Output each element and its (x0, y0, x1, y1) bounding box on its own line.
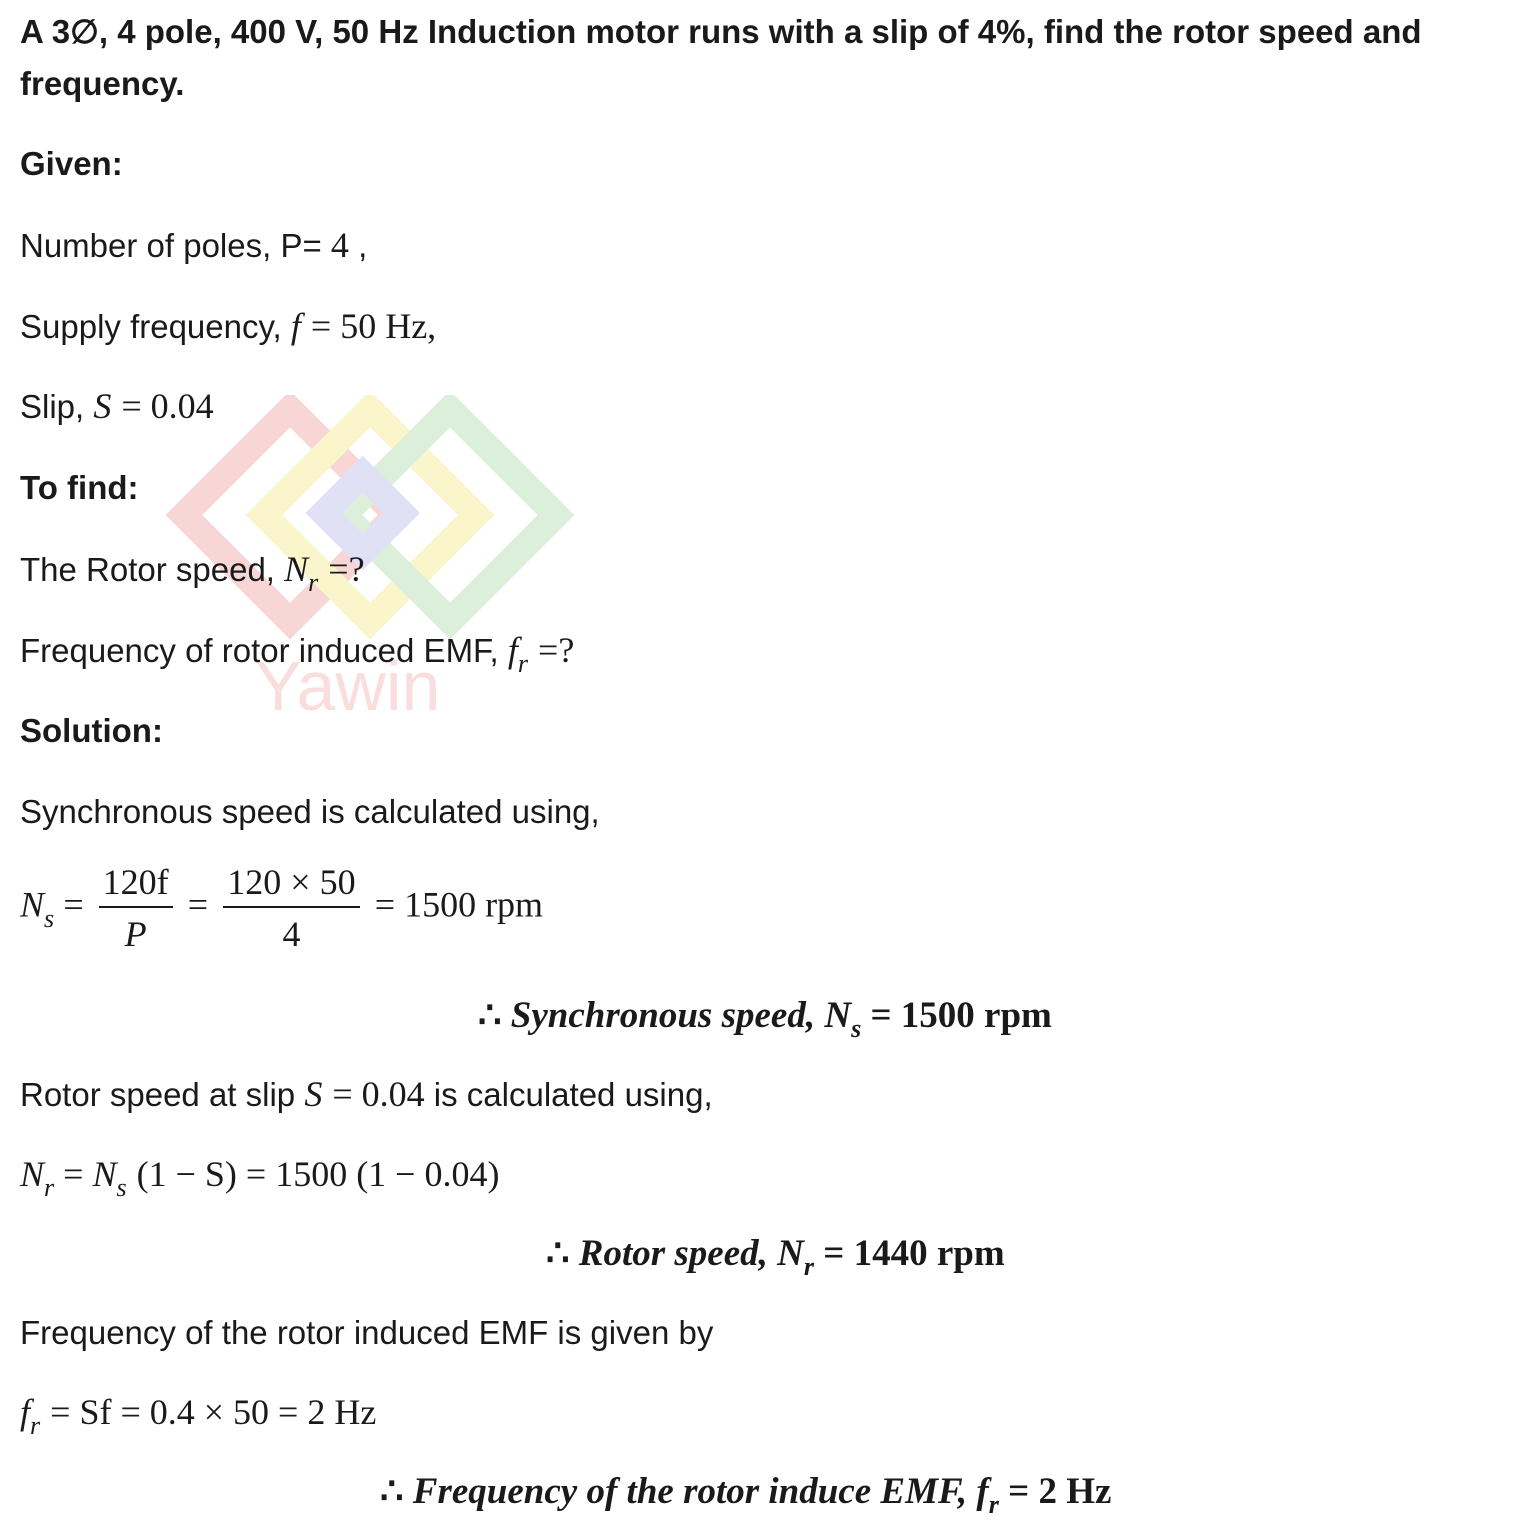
given-slip: Slip, S = 0.04 (20, 386, 214, 426)
given-frequency: Supply frequency, f = 50 Hz, (20, 306, 437, 346)
to-find-heading: To find: (20, 469, 139, 506)
solution-heading: Solution: (20, 712, 163, 749)
sync-intro: Synchronous speed is calculated using, (20, 793, 600, 830)
rotor-intro: Rotor speed at slip S = 0.04 is calculated using, (20, 1074, 713, 1114)
poles-value: 4 (330, 225, 349, 265)
freq-result: ∴ Frequency of the rotor induce EMF, $f_r = 2$ Hz (380, 1471, 1112, 1519)
freq-equation: $f_r = Sf = 0.4 \times 50 = 2$ Hz (20, 1392, 377, 1440)
rotor-equation: $N_r = N_s$ (1 − S) = 1500 (1 − 0.04) (20, 1154, 500, 1202)
sync-speed-result: ∴ Synchronous speed, $N_s = 1500$ rpm (478, 995, 1052, 1043)
sync-speed-equation: $N_s$ = $\frac{120f}{P}$ = $\frac{120 \times 50}{4}$ = 1500 rpm (20, 862, 544, 954)
svg-text:Yawin: Yawin (255, 647, 441, 725)
to-find-rotor-speed: The Rotor speed, $N_r$ =? (20, 549, 365, 597)
rotor-speed-result: ∴ Rotor speed, $N_r = 1440$ rpm (546, 1233, 1005, 1281)
freq-intro: Frequency of the rotor induced EMF is given by (20, 1314, 714, 1351)
question-line-1: A 3∅, 4 pole, 400 V, 50 Hz Induction motor runs with a slip of 4%, find the rotor speed and (20, 13, 1422, 50)
given-heading: Given: (20, 145, 123, 182)
fraction-1: $\frac{120f}{P}$ (99, 862, 173, 954)
fraction-2: $\frac{120 \times 50}{4}$ (223, 862, 359, 954)
to-find-rotor-frequency: Frequency of rotor induced EMF, $f_r$ =? (20, 630, 575, 678)
poles-label: Number of poles, P= (20, 227, 322, 264)
question-line-2: frequency. (20, 65, 185, 102)
given-poles: Number of poles, P= 4 , (20, 225, 368, 265)
